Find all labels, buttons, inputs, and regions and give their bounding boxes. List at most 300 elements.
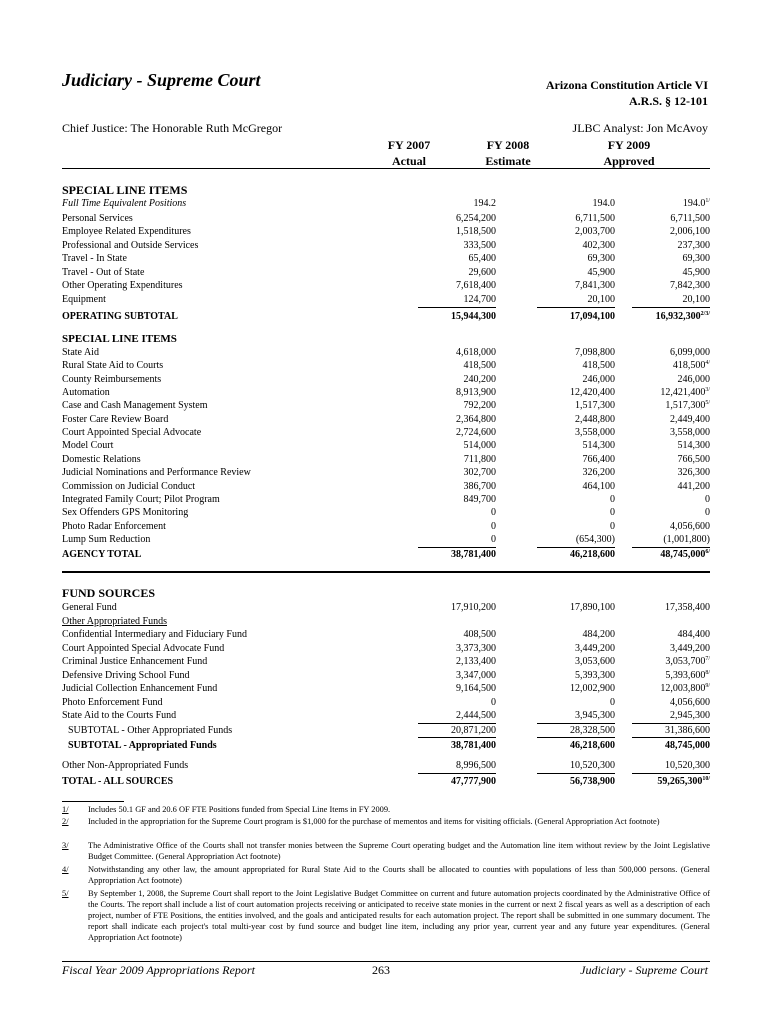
row-value-1 [396,197,496,211]
row-value-3 [610,548,710,562]
row-value-1 [396,724,496,738]
value-text: 29,600 [468,266,496,278]
operating-subtotal-row [62,310,710,324]
table-row [62,696,710,710]
agency-total-row [62,548,710,562]
row-label: SUBTOTAL - Other Appropriated Funds [68,724,233,736]
value-text: 386,700 [463,480,496,492]
subtotal-other-rule-2 [537,737,615,738]
row-label: Confidential Intermediary and Fiduciary Fund [62,629,247,640]
row-value-3 [610,642,710,656]
value-text: 20,871,200 [451,724,496,736]
value-text: 3,558,000 [575,427,615,439]
value-text: 4,056,600 [670,696,710,708]
table-row [62,225,710,239]
value-text: 246,000 [677,373,710,385]
value-text: 0 [705,507,710,519]
value-text: 302,700 [463,467,496,479]
row-value-1 [396,426,496,440]
value-text: 6,711,500 [575,212,615,224]
other-appropriated-heading [62,615,710,629]
column-year: FY 2007 [387,138,431,152]
value-text: 240,200 [463,373,496,385]
value-text: 0 [491,507,496,519]
row-value-3 [610,775,710,789]
row-value-2 [515,601,615,615]
row-value-1 [396,775,496,789]
row-value-1 [396,399,496,413]
table-row [62,279,710,293]
row-value-2 [515,346,615,360]
fund-sources-heading: FUND SOURCES [62,586,156,600]
row-value-1 [396,601,496,615]
value-text: 2,945,300 [670,710,710,721]
footer-report-title: Fiscal Year 2009 Appropriations Report [62,963,255,977]
row-label: Equipment [62,293,106,305]
value-text: 4,618,000 [456,347,496,358]
value-text: 2,133,400 [456,656,496,667]
value-text: 194.2 [473,198,496,209]
value-text: 3,945,300 [575,710,615,721]
row-value-1 [396,466,496,480]
footer-agency: Judiciary - Supreme Court [580,963,708,977]
value-text: 2,724,600 [456,427,496,439]
row-label: Rural State Aid to Courts [62,360,164,372]
value-text: 5,393,600 [665,669,706,681]
table-row [62,682,710,696]
footnote-ref: 1/ [705,198,710,204]
value-text: 69,300 [682,253,710,264]
value-text: 514,000 [463,440,496,452]
row-value-3 [610,759,710,773]
row-label: Photo Radar Enforcement [62,520,166,532]
footnote-ref: 4/ [705,360,710,367]
page-title: Judiciary - Supreme Court [62,70,261,90]
row-value-1 [396,386,496,400]
row-value-2 [515,642,615,656]
value-text: 0 [705,493,710,505]
value-text: 12,002,900 [570,683,615,694]
value-text: 7,842,300 [670,280,710,291]
table-row [62,533,710,547]
row-label: Foster Care Review Board [62,413,169,425]
value-text: 5,393,300 [575,669,615,681]
row-label: State Aid [62,347,99,358]
row-value-2 [515,548,615,562]
row-value-1 [396,709,496,723]
row-label: OPERATING SUBTOTAL [62,311,178,322]
row-value-1 [396,696,496,710]
table-row [62,399,710,413]
row-value-1 [396,480,496,494]
value-text: 2,448,800 [575,413,615,425]
value-text: 124,700 [463,293,496,305]
row-value-2 [515,520,615,534]
row-label: Other Appropriated Funds [62,615,167,627]
table-row [62,669,710,683]
column-header-fy2009 [574,137,684,169]
value-text: 3,373,300 [456,642,496,654]
row-label: Photo Enforcement Fund [62,696,163,708]
table-row [62,466,710,480]
table-row [62,293,710,307]
table-row [62,252,710,266]
row-label: Court Appointed Special Advocate [62,427,202,439]
total-all-sources-row [62,775,710,789]
row-value-2 [515,413,615,427]
row-label: Professional and Outside Services [62,239,199,251]
non-appropriated-rule-3 [632,773,710,774]
column-header-fy2008 [453,137,563,169]
row-value-3 [610,439,710,453]
subtotal-appropriated-row [62,739,710,753]
value-text: 3,053,700 [665,656,706,667]
row-value-2 [515,775,615,789]
footer-rule [62,961,710,962]
value-text: 418,500 [672,360,706,372]
row-value-2 [515,628,615,642]
row-value-2 [515,310,615,324]
value-text: 3,449,200 [575,642,615,654]
row-value-3 [610,279,710,293]
row-value-2 [515,399,615,413]
value-text: 16,932,300 [655,311,701,322]
row-value-1 [396,655,496,669]
value-text: 9,164,500 [456,683,496,694]
value-text: 46,218,600 [570,739,615,751]
value-text: 2,006,100 [670,226,710,237]
value-text: 326,300 [677,467,710,479]
footnote-number: 1/ [62,805,69,814]
row-value-2 [515,739,615,753]
row-value-2 [515,279,615,293]
value-text: 17,094,100 [570,311,615,322]
value-text: 0 [491,696,496,708]
footnote-text: Notwithstanding any other law, the amount appropriated for Rural State Aid to the Courts shall be allocated to counties with populations of less than 500,000 persons. (General Appropriation Act footnote) [88,865,710,885]
row-label: General Fund [62,602,117,613]
value-text: 2,449,400 [670,413,710,425]
table-row [62,480,710,494]
row-value-3 [610,197,710,211]
value-text: 45,900 [587,266,615,278]
row-label: Personal Services [62,212,133,224]
row-value-1 [396,493,496,507]
row-value-3 [610,310,710,324]
row-value-3 [610,493,710,507]
row-value-1 [396,252,496,266]
footnote-text: Included in the appropriation for the Supreme Court program is $1,000 for the purchase of mementos and items for visiting officials. (General Appropriation Act footnote) [88,817,660,826]
footnote-text: Includes 50.1 GF and 20.6 OF FTE Positions funded from Special Line Items in FY 2009. [88,805,391,814]
row-value-3 [610,293,710,307]
row-label: County Reimbursements [62,373,162,385]
row-label: Case and Cash Management System [62,400,208,412]
row-value-2 [515,709,615,723]
operating-subtotal-rule-2 [537,307,615,308]
value-text: 0 [610,507,615,519]
value-text: 7,841,300 [575,280,615,291]
row-value-1 [396,548,496,562]
row-label: State Aid to the Courts Fund [62,710,177,721]
row-value-3 [610,601,710,615]
subtotal-other-rule-3 [632,737,710,738]
value-text: 20,100 [682,293,710,305]
row-value-3 [610,266,710,280]
row-value-3 [610,399,710,413]
row-label: Travel - Out of State [62,266,145,278]
row-value-3 [610,696,710,710]
row-label: Automation [62,387,110,399]
value-text: 12,421,400 [660,387,706,399]
row-value-3 [610,413,710,427]
value-text: 59,265,300 [657,775,703,787]
row-value-1 [396,212,496,226]
row-label: SUBTOTAL - Appropriated Funds [68,739,217,751]
row-value-3 [610,724,710,738]
row-value-2 [515,466,615,480]
footnote-text: The Administrative Office of the Courts shall not transfer monies between the Supreme Court operating budget and the Automation line item without review by the Joint Legislative Budget Committee. (General Appropriation Act footnote) [88,841,710,861]
value-text: 418,500 [582,360,615,372]
row-value-1 [396,759,496,773]
value-text: 69,300 [587,253,615,264]
value-text: 194.0 [682,198,706,209]
value-text: 194.0 [592,198,615,209]
footnote-ref: 8/ [705,669,710,676]
value-text: 766,500 [677,453,710,465]
row-value-2 [515,724,615,738]
value-text: 7,098,800 [575,347,615,358]
value-text: 48,745,000 [660,549,706,561]
value-text: 6,099,000 [670,347,710,358]
non-appropriated-rule-1 [418,773,496,774]
row-value-2 [515,225,615,239]
row-label: Lump Sum Reduction [62,533,151,545]
value-text: 792,200 [463,400,496,412]
value-text: 3,449,200 [670,642,710,654]
value-text: 484,200 [582,629,615,640]
row-value-3 [610,628,710,642]
value-text: 17,910,200 [451,602,496,613]
value-text: 6,711,500 [670,212,710,224]
footnote-ref: 5/ [705,400,710,407]
footnote-number: 3/ [62,841,69,850]
row-value-1 [396,225,496,239]
row-label: Other Non-Appropriated Funds [62,759,189,771]
row-value-2 [515,293,615,307]
value-text: 766,400 [582,453,615,465]
row-label: TOTAL - ALL SOURCES [62,775,174,787]
row-label: Commission on Judicial Conduct [62,480,196,492]
table-row [62,359,710,373]
row-value-1 [396,533,496,547]
row-value-2 [515,506,615,520]
value-text: 1,518,500 [456,226,496,237]
value-text: 408,500 [463,629,496,640]
row-value-2 [515,696,615,710]
row-value-3 [610,359,710,373]
row-label: Judicial Nominations and Performance Review [62,467,251,479]
value-text: 2,444,500 [456,710,496,721]
value-text: 10,520,300 [665,759,710,771]
table-row [62,628,710,642]
row-value-2 [515,197,615,211]
value-text: 20,100 [587,293,615,305]
table-row [62,642,710,656]
row-value-3 [610,709,710,723]
row-label: Criminal Justice Enhancement Fund [62,656,208,667]
row-value-3 [610,346,710,360]
value-text: 12,420,400 [570,387,615,399]
row-value-2 [515,669,615,683]
column-type: Actual [392,154,426,168]
row-value-1 [396,266,496,280]
value-text: 711,800 [463,453,496,465]
subtotal-other-rule-1 [418,737,496,738]
jlbc-analyst: JLBC Analyst: Jon McAvoy [572,121,708,135]
row-value-2 [515,266,615,280]
row-value-1 [396,239,496,253]
row-value-3 [610,426,710,440]
row-value-1 [396,413,496,427]
value-text: 31,386,600 [665,724,710,736]
row-value-1 [396,520,496,534]
value-text: 514,300 [582,440,615,452]
value-text: (654,300) [575,533,615,545]
authority-line-1: Arizona Constitution Article VI [545,78,708,92]
row-value-2 [515,759,615,773]
row-value-3 [610,466,710,480]
row-value-2 [515,439,615,453]
row-value-3 [610,682,710,696]
row-value-3 [610,655,710,669]
table-row [62,212,710,226]
row-value-2 [515,682,615,696]
table-row [62,373,710,387]
value-text: 237,300 [677,239,710,251]
row-value-1 [396,279,496,293]
row-value-1 [396,628,496,642]
special-heading: SPECIAL LINE ITEMS [62,333,177,345]
row-value-1 [396,310,496,324]
column-type: Approved [603,154,655,168]
row-value-3 [610,533,710,547]
row-value-1 [396,359,496,373]
value-text: 2,003,700 [575,226,615,237]
row-value-1 [396,739,496,753]
row-label: Integrated Family Court; Pilot Program [62,493,220,505]
row-value-2 [515,655,615,669]
footnote-ref: 7/ [705,656,710,662]
row-label: Travel - In State [62,253,127,264]
row-value-2 [515,426,615,440]
value-text: 333,500 [463,239,496,251]
row-label: Court Appointed Special Advocate Fund [62,642,225,654]
footnote-ref: 6/ [705,549,710,556]
value-text: (1,001,800) [663,533,710,545]
table-row [62,520,710,534]
row-value-3 [610,212,710,226]
row-value-1 [396,506,496,520]
row-value-2 [515,480,615,494]
table-row [62,709,710,723]
table-row [62,266,710,280]
table-row [62,506,710,520]
value-text: 3,558,000 [670,427,710,439]
column-year: FY 2008 [486,138,530,152]
row-label: AGENCY TOTAL [62,549,142,561]
row-value-2 [515,533,615,547]
row-value-1 [396,373,496,387]
row-value-3 [610,480,710,494]
value-text: 1,517,300 [665,400,706,412]
row-value-3 [610,373,710,387]
row-value-3 [610,386,710,400]
value-text: 441,200 [677,480,710,492]
value-text: 3,053,600 [575,656,615,667]
table-row [62,346,710,360]
page-number: 263 [372,963,390,977]
value-text: 0 [610,696,615,708]
operating-subtotal-rule-3 [632,307,710,308]
general-fund-row [62,601,710,615]
row-value-2 [515,239,615,253]
row-label: Full Time Equivalent Positions [62,198,187,209]
value-text: 45,900 [682,266,710,278]
row-label: Sex Offenders GPS Monitoring [62,507,189,519]
row-value-3 [610,239,710,253]
fte-row [62,197,710,211]
value-text: 17,890,100 [570,602,615,613]
value-text: 47,777,900 [451,775,496,787]
footnote-ref: 9/ [705,683,710,689]
footnote-ref: 3/ [705,387,710,394]
row-value-2 [515,359,615,373]
operating-subtotal-rule-1 [418,307,496,308]
row-label: Model Court [62,440,114,452]
value-text: 8,913,900 [456,387,496,399]
table-row [62,426,710,440]
subtotal-other-row [62,724,710,738]
value-text: 514,300 [677,440,710,452]
row-value-3 [610,252,710,266]
row-value-1 [396,669,496,683]
value-text: 0 [610,493,615,505]
row-value-2 [515,493,615,507]
row-value-1 [396,453,496,467]
row-label: Judicial Collection Enhancement Fund [62,683,218,694]
footnote-text: By September 1, 2008, the Supreme Court shall report to the Joint Legislative Budget Committee on current and future automation projects coordinated by the Administrative Office of the Courts. The report shall include a list of court automation projects receiving or anticipated to receive state monies in the current or next 2 fiscal years as well as a description of each project, number of FTE Positions, the entities involved, and the goals and anticipated results for each automation project. The report shall be submitted in one summary document. The report shall indicate each project's total multi-year cost by fund source and budget line item, including any prior year, current year and any future year expenditures. (General Appropriation Act footnote) [88,889,710,942]
footnote-ref: 10/ [702,775,710,782]
value-text: 56,738,900 [570,775,615,787]
row-value-1 [396,682,496,696]
row-value-3 [610,669,710,683]
footnote-ref: 2/3/ [700,311,710,317]
row-value-2 [515,453,615,467]
row-value-3 [610,520,710,534]
value-text: 38,781,400 [451,739,496,751]
value-text: 6,254,200 [456,212,496,224]
non-appropriated-row [62,759,710,773]
table-row [62,655,710,669]
table-row [62,453,710,467]
value-text: 0 [491,520,496,532]
value-text: 484,400 [677,629,710,640]
row-value-2 [515,212,615,226]
value-text: 10,520,300 [570,759,615,771]
column-type: Estimate [485,154,531,168]
chief-justice: Chief Justice: The Honorable Ruth McGregor [62,121,283,135]
row-label: Employee Related Expenditures [62,226,191,237]
value-text: 7,618,400 [456,280,496,291]
